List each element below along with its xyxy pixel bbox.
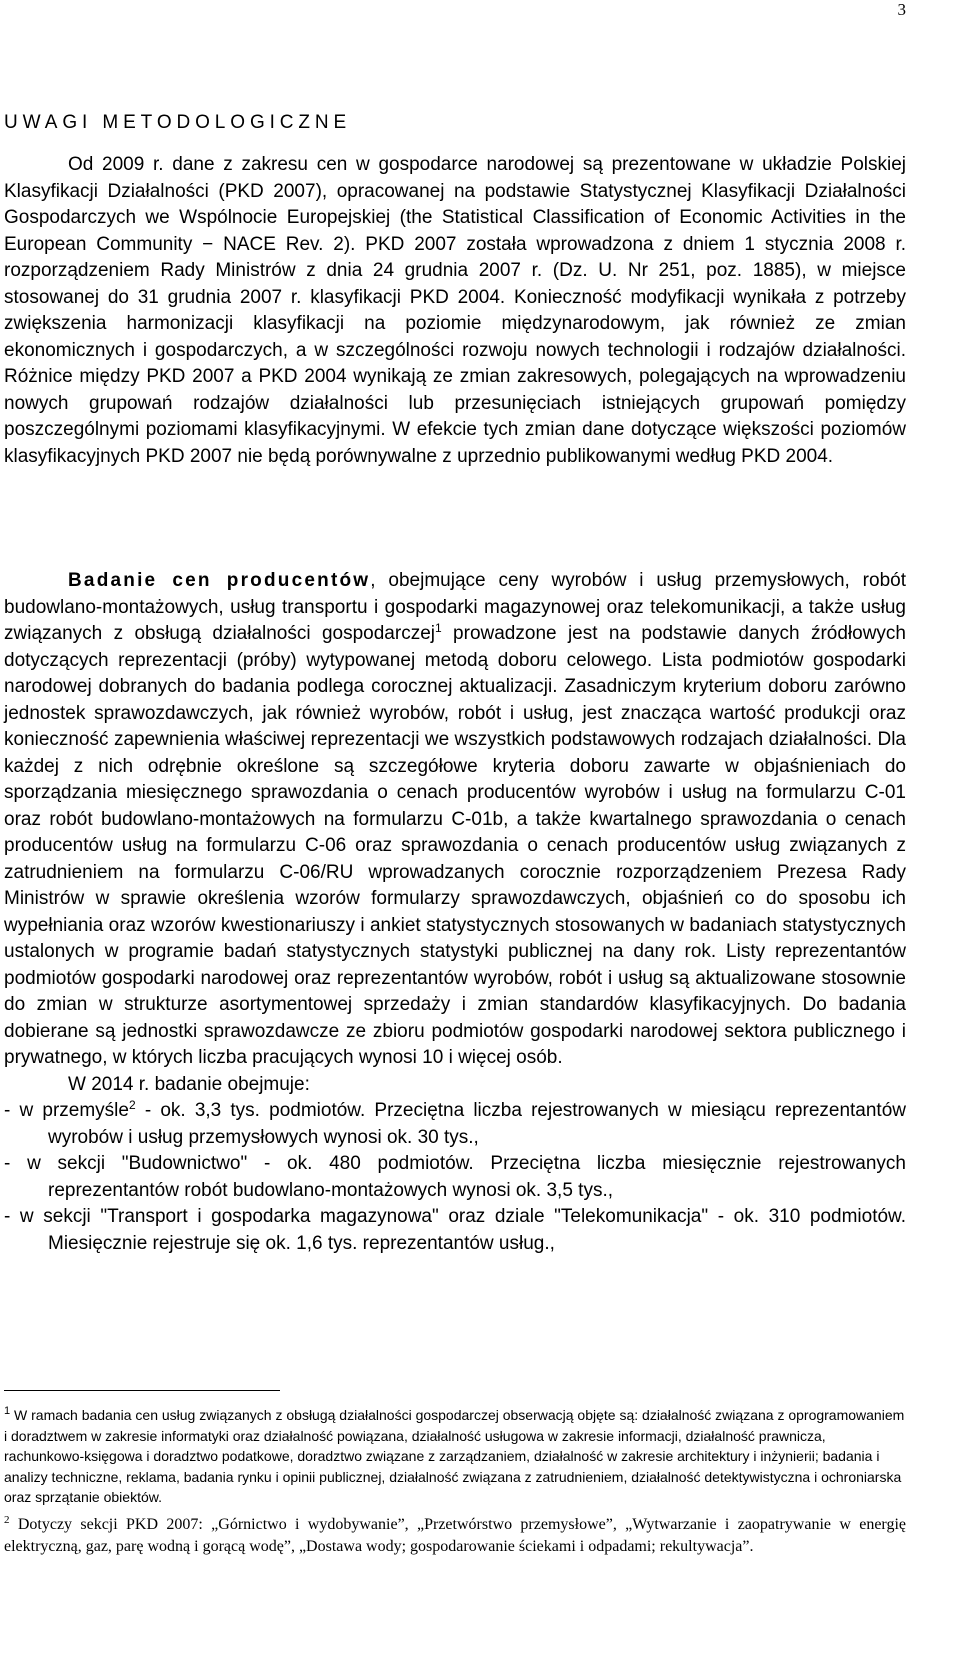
producer-prices-lead: Badanie cen producentów bbox=[68, 570, 371, 591]
footnote-1-text: W ramach badania cen usług związanych z obsługą działalności gospodarczej obserwacją objęte są: działalność związana z oprogramowaniem i doradztwem w zakresie informatyki oraz działalność powiązana, działalność usługowa w zakresie informacji, działalność prawnicza, rachunkowo-księgowa i doradztwo podatkowe, doradztwo związane z zarządzaniem, działalność w zakresie architektury i inżynierii; badania i analizy techniczne, reklama, badania rynku i opinii publicznej, działalność związana z zatrudnieniem, działalność detektywistyczna i ochroniarska oraz sprzątanie obiektów. bbox=[4, 1407, 905, 1505]
list-item-industry-text-cont: - ok. 3,3 tys. podmiotów. Przeciętna liczba rejestrowanych w miesiącu reprezentantów wyrobów i usług przemysłowych wynosi ok. 30 tys., bbox=[48, 1100, 907, 1148]
page-number: 3 bbox=[897, 0, 906, 19]
producer-prices-section bbox=[4, 568, 906, 1257]
footnotes bbox=[4, 1405, 906, 1559]
section-heading: UWAGI METODOLOGICZNE bbox=[4, 112, 352, 133]
survey-scope-intro: W 2014 r. badanie obejmuje: bbox=[68, 1073, 310, 1095]
footnote-1-marker: 1 bbox=[4, 1405, 11, 1417]
list-item-transport: - w sekcji "Transport i gospodarka magazynowa" oraz dziale "Telekomunikacja" - ok. 310 podmiotów. Miesięcznie rejestruje się ok. 1,6 tys. reprezentantów usług., bbox=[4, 1206, 906, 1254]
footnote-2-marker: 2 bbox=[4, 1513, 10, 1526]
list-item-industry bbox=[4, 1098, 906, 1151]
paragraph-pkd-classification: Od 2009 r. dane z zakresu cen w gospodarce narodowej są prezentowane w układzie Polskiej Klasyfikacji Działalności (PKD 2007), opracowanej na podstawie Statystycznej Klasyfikacji Działalności Gospodarczych we Wspólnocie Europejskiej (the Statistical Classification of Economic Activities in the European Community − NACE Rev. 2). PKD 2007 została wprowadzona z dniem 1 stycznia 2008 r. rozporządzeniem Rady Ministrów z dnia 24 grudnia 2007 r. (Dz. U. Nr 251, poz. 1885), w miejsce stosowanej do 31 grudnia 2007 r. klasyfikacji PKD 2004. Konieczność modyfikacji wynikała z potrzeby zwiększenia harmonizacji klasyfikacji na poziomie międzynarodowym, jak również ze zmian ekonomicznych i gospodarczych, a w szczególności rozwoju nowych technologii i rodzajów działalności. Różnice między PKD 2007 a PKD 2004 wynikają ze zmian zakresowych, polegających na wprowadzeniu nowych grupowań rodzajów działalności lub przesunięciach istniejących grupowań pomiędzy poszczególnymi poziomami klasyfikacyjnymi. W efekcie tych zmian dane dotyczące większości poziomów klasyfikacyjnych PKD 2007 nie będą porównywalne z uprzednio publikowanymi według PKD 2004. bbox=[4, 154, 906, 467]
footnote-2 bbox=[4, 1514, 906, 1559]
footnote-ref-1: 1 bbox=[435, 621, 442, 635]
list-item-construction: - w sekcji "Budownictwo" - ok. 480 podmiotów. Przeciętna liczba miesięcznie rejestrowanych reprezentantów robót budowlano-montażowych wynosi ok. 3,5 tys., bbox=[4, 1153, 906, 1201]
footnote-2-text: Dotyczy sekcji PKD 2007: „Górnictwo i wydobywanie”, „Przetwórstwo przemysłowe”, „Wytwarzanie i zaopatrywanie w energię elektryczną, gaz, parę wodną i gorącą wodę”, „Dostawa wody; gospodarowanie ściekami i odpadami; rekultywacja”. bbox=[4, 1515, 906, 1555]
footnote-1 bbox=[4, 1405, 906, 1508]
paragraph-producer-prices-part1: , obejmujące ceny wyrobów i usług przemysłowych, robót budowlano-montażowych, usług transportu i gospodarki magazynowej oraz telekomunikacji, a także usług związanych z obsługą działalności gospodarczej bbox=[4, 570, 906, 644]
main-text bbox=[4, 152, 906, 470]
paragraph-producer-prices-part2: prowadzone jest na podstawie danych źródłowych dotyczących reprezentacji (próby) wytypowanej metodą doboru celowego. Lista podmiotów gospodarki narodowej dobranych do badania podlega corocznej aktualizacji. Zasadniczym kryterium doboru zarówno jednostek sprawozdawczych, jak również wyrobów, robót i usług, jest znacząca wartość produkcji oraz konieczność zapewnienia właściwej reprezentacji we wszystkich podstawowych rodzajach działalności. Dla każdej z nich odrębnie określone są szczegółowe kryteria doboru zawarte w objaśnieniach do sporządzania miesięcznego sprawozdania o cenach producentów wyrobów i usług na formularzu C-01 oraz robót budowlano-montażowych na formularzu C-01b, a także kwartalnego sprawozdania o cenach producentów usług na formularzu C-06 oraz sprawozdania o cenach producentów usług związanych z zatrudnieniem na formularzu C-06/RU wprowadzanych corocznie rozporządzeniem Prezesa Rady Ministrów w sprawie określenia wzorów formularzy sprawozdawczych, objaśnień co do sposobu ich wypełniania oraz wzorów kwestionariuszy i ankiet statystycznych stosowanych w badaniach statystycznych ustalonych w programie badań statystycznych statystyki publicznej na dany rok. Listy reprezentantów podmiotów gospodarki narodowej oraz reprezentantów wyrobów, robót i usług są aktualizowane stosownie do zmian w strukturze asortymentowej sprzedaży i zmian standardów klasyfikacyjnych. Do badania dobierane są jednostki sprawozdawcze ze zbioru podmiotów gospodarki narodowej sektora publicznego i prywatnego, w których liczba pracujących wynosi 10 i więcej osób. bbox=[4, 623, 906, 1068]
footnote-ref-2: 2 bbox=[128, 1098, 136, 1112]
paragraph-producer-prices bbox=[4, 568, 906, 1072]
footnote-divider bbox=[4, 1390, 280, 1391]
list-item-industry-text: - w przemyśle bbox=[4, 1100, 129, 1121]
